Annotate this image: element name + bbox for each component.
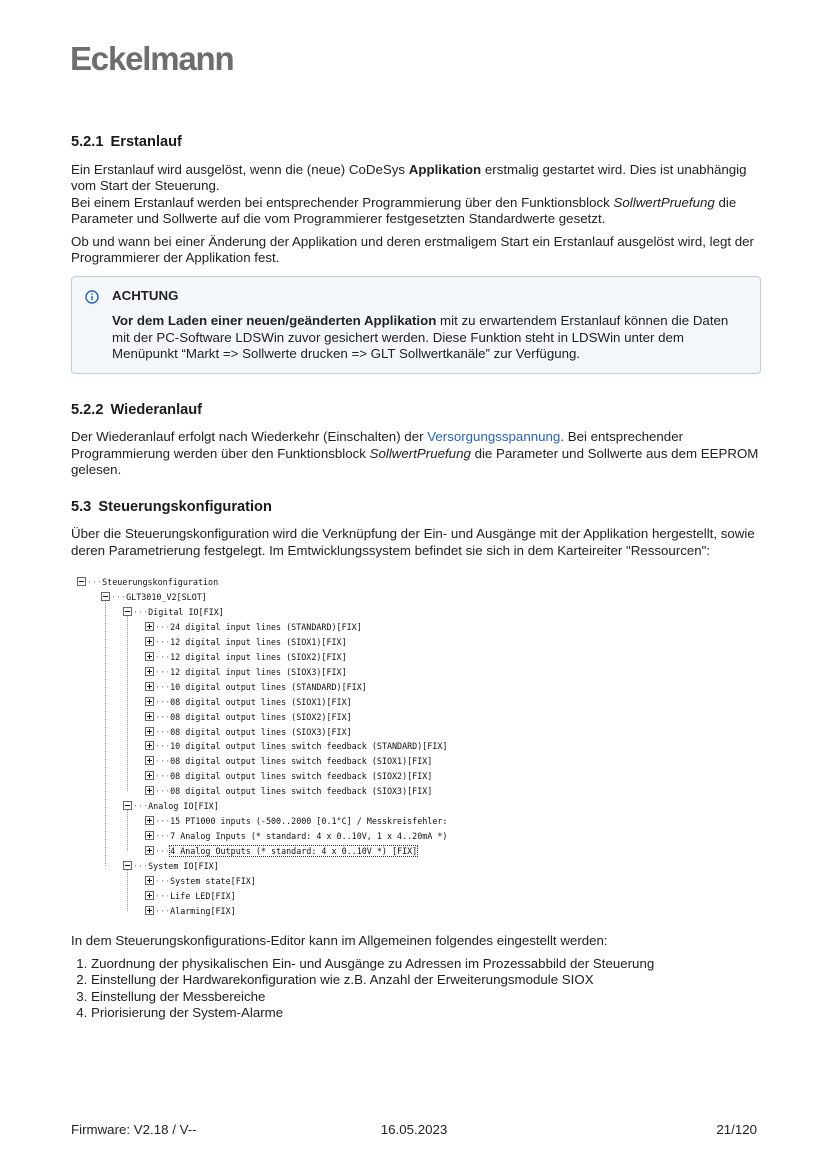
collapse-icon[interactable] <box>101 592 110 601</box>
heading-number: 5.2.2 <box>71 401 104 418</box>
text: mit zu erwartendem Erstanlauf können die Daten mit der PC-Software LDSWin zuvor gesichert werden. Diese Funktion steht in LDSWin unter dem Menüpunkt “Markt => Sollwerte drucken => GLT Sollwertkanäle” zur Verfügung. <box>112 313 729 361</box>
expand-icon[interactable] <box>145 846 154 855</box>
tree-node-label: 08 digital output lines switch feedback (SIOX2)[FIX] <box>170 771 433 782</box>
tree-node-label: 08 digital output lines switch feedback (SIOX3)[FIX] <box>170 786 433 797</box>
tree-connector: ··· <box>155 816 171 827</box>
tree-node-label: 12 digital input lines (SIOX3)[FIX] <box>170 666 347 677</box>
tree-node-system-item[interactable] <box>145 904 236 919</box>
tree-node-digital-item[interactable] <box>145 739 447 754</box>
text: Bei einem Erstanlauf werden bei entsprechender Programmierung über den Funktionsblock <box>71 194 614 210</box>
tree-node-label: System state[FIX] <box>170 876 256 886</box>
tree-node-digital-item[interactable] <box>145 754 432 769</box>
tree-node-label: 08 digital output lines (SIOX3)[FIX] <box>170 726 352 737</box>
italic-text: SollwertPruefung <box>369 445 471 461</box>
tree-connector: ··· <box>133 606 149 617</box>
heading-number: 5.3 <box>71 498 92 515</box>
tree-connector: ··· <box>155 756 171 767</box>
tree-node-label: GLT3010_V2[SLOT] <box>126 591 207 602</box>
page-footer <box>71 1122 757 1137</box>
expand-icon[interactable] <box>145 667 154 676</box>
tree-connector: ··· <box>155 636 171 647</box>
expand-icon[interactable] <box>145 756 154 765</box>
eckelmann-logo: Eckelmann <box>70 40 234 77</box>
text: erstmalig gestartet wird. Dies ist unabhängig vom Start der Steuerung. <box>71 161 747 193</box>
list-item: 3. Einstellung der Messbereiche <box>91 989 761 1006</box>
tree-node-analog-io[interactable] <box>123 799 219 814</box>
tree-connector: ··· <box>155 726 171 737</box>
expand-icon[interactable] <box>145 876 154 885</box>
tree-node-label: Digital IO[FIX] <box>148 606 224 617</box>
tree-node-analog-item[interactable] <box>145 844 417 859</box>
callout-text <box>112 313 746 363</box>
tree-connector-line <box>127 810 128 851</box>
footer-page-number: 21/120 <box>716 1122 757 1137</box>
tree-node-label: Life LED[FIX] <box>170 890 236 901</box>
text: Ein Erstanlauf wird ausgelöst, wenn die (neue) CoDeSys <box>71 161 409 177</box>
tree-connector: ··· <box>155 890 171 901</box>
editor-intro: In dem Steuerungskonfigurations-Editor kann im Allgemeinen folgendes eingestellt werden: <box>71 933 608 948</box>
expand-icon[interactable] <box>145 816 154 825</box>
heading-title: Wiederanlauf <box>110 401 203 418</box>
paragraph-erstanlauf-1 <box>71 162 761 228</box>
expand-icon[interactable] <box>145 831 154 840</box>
italic-text: SollwertPruefung <box>613 194 715 210</box>
tree-node-analog-item[interactable] <box>145 814 447 829</box>
bold-text: Applikation <box>408 161 482 177</box>
heading-wiederanlauf <box>71 402 761 419</box>
tree-connector: ··· <box>155 786 171 797</box>
tree-connector: ··· <box>155 846 171 857</box>
collapse-icon[interactable] <box>123 607 132 616</box>
tree-node-system-item[interactable] <box>145 874 256 889</box>
list-item: 2. Einstellung der Hardwarekonfiguration wie z.B. Anzahl der Erweiterungsmodule SIOX <box>91 972 761 989</box>
attention-callout <box>71 276 761 374</box>
tree-node-label: 08 digital output lines (SIOX1)[FIX] <box>170 696 352 707</box>
heading-title: Erstanlauf <box>110 134 182 150</box>
expand-icon[interactable] <box>145 891 154 900</box>
paragraph-steuerungskonfiguration: Über die Steuerungskonfiguration wird die Verknüpfung der Ein- und Ausgänge mit der Applikation hergestellt, sowie deren Parametrierung festgelegt. Im Emtwicklungssystem befindet sie sich in dem Karteireiter "Ressourcen": <box>71 526 755 558</box>
tree-node-digital-item[interactable] <box>145 635 347 650</box>
expand-icon[interactable] <box>145 622 154 631</box>
tree-node-digital-item[interactable] <box>145 725 352 740</box>
tree-node-system-io[interactable] <box>123 859 219 874</box>
expand-icon[interactable] <box>145 697 154 706</box>
tree-node-label: 24 digital input lines (STANDARD)[FIX] <box>170 621 362 632</box>
info-icon <box>85 290 99 304</box>
collapse-icon[interactable] <box>77 577 86 586</box>
tree-node-label: Steuerungskonfiguration <box>102 577 219 587</box>
tree-connector: ··· <box>155 771 171 782</box>
tree-connector: ··· <box>133 861 149 872</box>
paragraph-erstanlauf-2: Ob und wann bei einer Änderung der Applikation und deren erstmaligem Start ein Erstanlauf ausgelöst wird, legt der Programmierer der Applikation fest. <box>71 233 754 265</box>
tree-node-label: 12 digital input lines (SIOX2)[FIX] <box>170 651 347 662</box>
versorgungsspannung-link[interactable]: Versorgungsspannung <box>427 429 561 444</box>
tree-connector: ··· <box>133 801 149 812</box>
bold-text: Vor dem Laden einer neuen/geänderten Applikation <box>112 313 437 328</box>
tree-node-label: 08 digital output lines (SIOX2)[FIX] <box>170 711 352 722</box>
heading-steuerungskonfiguration <box>71 499 761 516</box>
paragraph-wiederanlauf <box>71 429 761 479</box>
tree-connector: ··· <box>155 831 171 842</box>
tree-node-digital-item[interactable] <box>145 784 432 799</box>
tree-node-digital-io[interactable] <box>123 605 224 620</box>
tree-connector: ··· <box>155 696 171 707</box>
tree-node-label: Analog IO[FIX] <box>148 801 219 812</box>
expand-icon[interactable] <box>145 741 154 750</box>
editor-list <box>71 956 761 1022</box>
expand-icon[interactable] <box>145 652 154 661</box>
tree-node-digital-item[interactable] <box>145 620 362 635</box>
tree-node-label: 10 digital output lines switch feedback (STANDARD)[FIX] <box>170 741 448 752</box>
heading-number: 5.2.1 <box>71 134 104 150</box>
tree-node-slot[interactable] <box>101 590 207 605</box>
tree-node-label: System IO[FIX] <box>148 861 219 872</box>
tree-node-label: 12 digital input lines (SIOX1)[FIX] <box>170 636 347 647</box>
callout-title: ACHTUNG <box>112 287 179 303</box>
list-item: 4. Priorisierung der System-Alarme <box>91 1005 761 1022</box>
tree-connector: ··· <box>111 591 127 602</box>
heading-erstanlauf <box>71 134 761 151</box>
tree-connector: ··· <box>155 711 171 722</box>
collapse-icon[interactable] <box>123 801 132 810</box>
text: die Parameter und Sollwerte aus dem EEPROM gelesen. <box>71 445 759 477</box>
tree-node-digital-item[interactable] <box>145 665 347 680</box>
tree-node-digital-item[interactable] <box>145 695 352 710</box>
tree-node-digital-item[interactable] <box>145 680 367 695</box>
expand-icon[interactable] <box>145 637 154 646</box>
list-item: 1. Zuordnung der physikalischen Ein- und Ausgänge zu Adressen im Prozessabbild der Steuerung <box>91 956 761 973</box>
tree-connector: ··· <box>155 741 171 752</box>
tree-node-label: 15 PT1000 inputs (-500..2000 [0.1°C] / Messkreisfehler: <box>170 816 448 827</box>
footer-firmware: Firmware: V2.18 / V-- <box>71 1122 197 1137</box>
expand-icon[interactable] <box>145 786 154 795</box>
tree-connector-line <box>127 616 128 791</box>
expand-icon[interactable] <box>145 712 154 721</box>
tree-connector: ··· <box>155 681 171 692</box>
expand-icon[interactable] <box>145 682 154 691</box>
tree-connector-line <box>105 601 106 866</box>
tree-node-label: 10 digital output lines (STANDARD)[FIX] <box>170 681 367 692</box>
tree-connector: ··· <box>155 905 171 916</box>
expand-icon[interactable] <box>145 727 154 736</box>
tree-connector: ··· <box>155 621 171 632</box>
footer-date: 16.05.2023 <box>380 1122 448 1137</box>
text: . Bei entsprechender Programmierung werden über den Funktionsblock <box>71 429 684 461</box>
configuration-tree <box>71 575 761 919</box>
tree-node-digital-item[interactable] <box>145 650 347 665</box>
expand-icon[interactable] <box>145 771 154 780</box>
tree-node-digital-item[interactable] <box>145 710 352 725</box>
tree-node-label: Alarming[FIX] <box>170 905 236 916</box>
tree-node-system-item[interactable] <box>145 889 236 904</box>
tree-connector: ··· <box>155 651 171 662</box>
heading-title: Steuerungskonfiguration <box>98 498 272 515</box>
tree-connector: ··· <box>87 577 103 587</box>
tree-node-analog-item[interactable] <box>145 829 447 844</box>
expand-icon[interactable] <box>145 906 154 915</box>
tree-connector: ··· <box>155 876 171 886</box>
text: die Parameter und Sollwerte auf die vom Programmierer festgesetzten Standardwerte gesetzt. <box>71 194 737 226</box>
tree-connector-line <box>127 870 128 911</box>
tree-node-digital-item[interactable] <box>145 769 432 784</box>
tree-node-label: 08 digital output lines switch feedback (SIOX1)[FIX] <box>170 756 433 767</box>
text: Der Wiederanlauf erfolgt nach Wiederkehr (Einschalten) der <box>71 429 428 444</box>
collapse-icon[interactable] <box>123 861 132 870</box>
tree-connector: ··· <box>155 666 171 677</box>
tree-node-label: 7 Analog Inputs (* standard: 4 x 0..10V, 1 x 4..20mA *) <box>170 831 448 842</box>
tree-node-label: 4 Analog Outputs (* standard: 4 x 0..10V *) [FIX] <box>170 846 418 857</box>
tree-node-root[interactable] <box>77 575 218 590</box>
page-content <box>71 134 761 1022</box>
